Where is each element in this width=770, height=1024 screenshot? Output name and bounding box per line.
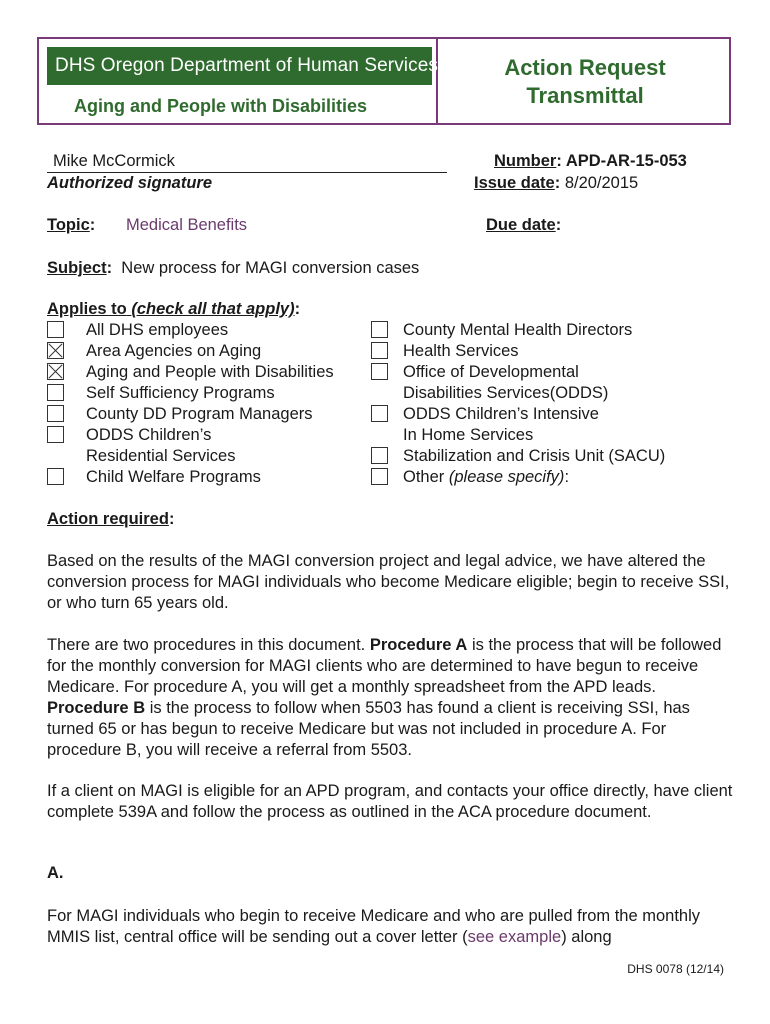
label-odds-intensive: ODDS Children’s Intensive [403,405,599,423]
label-sacu: Stabilization and Crisis Unit (SACU) [403,447,666,465]
checkbox-apd[interactable] [47,363,64,380]
paragraph-3: If a client on MAGI is eligible for an APD program, and contacts your office directly, have client complete 539A and follow the process as outlined in the ACA procedure document. [47,782,733,821]
number-label: Number [494,152,557,170]
label-aaa: Area Agencies on Aging [86,342,262,360]
applies-label: Applies to [47,300,127,318]
label-apd: Aging and People with Disabilities [86,363,334,381]
document-title [440,54,730,110]
label-all-dhs: All DHS employees [86,321,229,339]
signature-line [47,172,447,173]
form-code: DHS 0078 (12/14) [627,962,724,976]
section-a-heading: A. [47,864,64,882]
paragraph-1: Based on the results of the MAGI conversion project and legal advice, we have altered the conversion process for MAGI individuals who become Medicare eligible; begin to receive SSI, or who turn 65 years old. [47,552,730,612]
label-child-welfare: Child Welfare Programs [86,468,261,486]
checkbox-ss[interactable] [47,384,64,401]
p4-part-a: For MAGI individuals who begin to receive Medicare and who are pulled from the monthly MMIS list, central office will be sending out a cover letter ( [47,907,700,946]
signer-name: Mike McCormick [53,152,175,170]
issue-date-value: 8/20/2015 [564,174,639,192]
label-odds-2: Disabilities Services(ODDS) [403,384,609,402]
subject-label: Subject [47,259,107,277]
number-value: APD-AR-15-053 [565,152,687,170]
p2-part-c: is the process that will be followed for the monthly conversion for MAGI clients who are determined to have begun to receive Medicare. For procedure A, you will get a monthly spreadsheet from the APD leads. [47,636,722,696]
label-other-text: Other [403,468,445,486]
topic-label-wrap: Topic: [47,216,96,234]
label-odds-intensive-2: In Home Services [403,426,534,444]
label-other: Other (please specify): [403,468,570,486]
label-odds-res-2: Residential Services [86,447,236,465]
checkbox-odds-res[interactable] [47,426,64,443]
header-divider [436,37,438,125]
p2-part-a: There are two procedures in this document. [47,636,370,654]
applies-note: (check all that apply) [131,300,295,318]
due-date-label: Due date [486,216,556,234]
title-line-2: Transmittal [526,83,644,108]
checkbox-aaa[interactable] [47,342,64,359]
p4-part-b: ) along [561,928,612,946]
label-county-mh: County Mental Health Directors [403,321,633,339]
subject-field: Subject: New process for MAGI conversion cases [47,259,420,277]
logo-text: DHS Oregon Department of Human Services [55,55,438,76]
number-field: Number: APD-AR-15-053 [494,152,687,170]
issue-date-label: Issue date [474,174,555,192]
title-line-1: Action Request [504,55,666,80]
p2-part-e: is the process to follow when 5503 has found a client is receiving SSI, has turned 65 or has begun to receive Medicare but was not included in procedure A. For procedure B, you will receive a referral from 5503. [47,699,690,759]
checkbox-odds-intensive[interactable] [371,405,388,422]
see-example-link[interactable]: see example [467,928,562,946]
checkbox-county-mh[interactable] [371,321,388,338]
action-heading: Action required: [47,510,175,528]
topic-value: Medical Benefits [126,216,248,234]
procedure-b-label: Procedure B [47,699,146,717]
checkbox-other[interactable] [371,468,388,485]
label-other-note: (please specify) [448,468,565,486]
subject-value: New process for MAGI conversion cases [121,259,420,277]
procedure-a-label: Procedure A [369,636,468,654]
checkbox-county-dd[interactable] [47,405,64,422]
label-health: Health Services [403,342,519,360]
checkbox-sacu[interactable] [371,447,388,464]
label-county-dd: County DD Program Managers [86,405,313,423]
topic-label: Topic [47,216,90,234]
applies-heading: Applies to (check all that apply): [47,300,301,318]
action-required-label: Action required [47,510,169,528]
signature-label: Authorized signature [47,174,213,192]
paragraph-2 [47,635,737,761]
due-date-field: Due date: [486,216,562,234]
division-name: Aging and People with Disabilities [74,96,368,116]
label-odds: Office of Developmental [403,363,579,381]
checkbox-child-welfare[interactable] [47,468,64,485]
label-ss: Self Sufficiency Programs [86,384,275,402]
label-odds-res: ODDS Children’s [86,426,212,444]
issue-date-field: Issue date: 8/20/2015 [474,174,639,192]
dhs-logo [47,47,438,85]
paragraph-4 [47,906,737,948]
checkbox-health[interactable] [371,342,388,359]
checkbox-odds[interactable] [371,363,388,380]
checkbox-all-dhs[interactable] [47,321,64,338]
